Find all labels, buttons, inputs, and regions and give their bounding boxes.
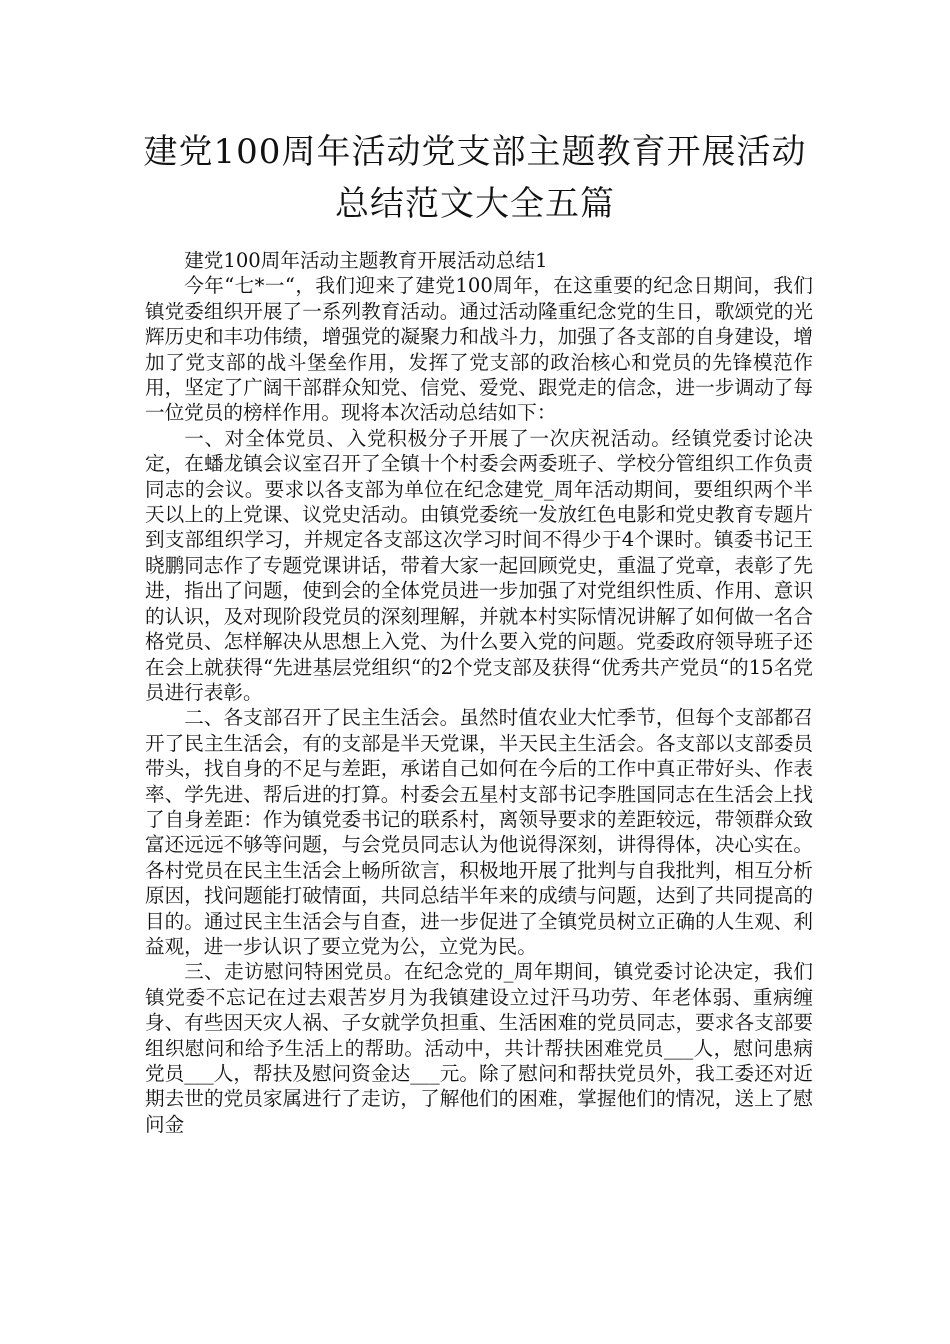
paragraph-section-three: 三、走访慰问特困党员。在纪念党的_周年期间，镇党委讨论决定，我们镇党委不忘记在过去艰苦岁月为我镇建设立过汗马功劳、年老体弱、重病缠身、有些因天灾人祸、子女就学负担重、生活困难的党员同志，要求各支部要组织慰问和给予生活上的帮助。活动中，共计帮扶困难党员___人，慰问患病党员___人，帮扶及慰问资金达___元。除了慰问和帮扶党员外，我工委还对近期去世的党员家属进行了走访，了解他们的困难，掌握他们的情况，送上了慰问金: [145, 960, 813, 1136]
section-heading: 建党100周年活动主题教育开展活动总结1: [184, 249, 548, 272]
paragraph-section-one: 一、对全体党员、入党积极分子开展了一次庆祝活动。经镇党委讨论决定，在蟠龙镇会议室召开了全镇十个村委会两委班子、学校分管组织工作负责同志的会议。要求以各支部为单位在纪念建党_周年活动期间，要组织两个半天以上的上党课、议党史活动。由镇党委统一发放红色电影和党史教育专题片到支部组织学习，并规定各支部这次学习时间不得少于4个课时。镇委书记王晓鹏同志作了专题党课讲话，带着大家一起回顾党史，重温了党章，表彰了先进，指出了问题，使到会的全体党员进一步加强了对党组织性质、作用、意识的认识，及对现阶段党员的深刻理解，并就本村实际情况讲解了如何做一名合格党员、怎样解决从思想上入党、为什么要入党的问题。党委政府领导班子还在会上就获得“先进基层党组织“的2个党支部及获得“优秀共产党员“的15名党员进行表彰。: [145, 426, 813, 704]
paragraph-intro: 今年“七*一“，我们迎来了建党100周年，在这重要的纪念日期间，我们镇党委组织开展了一系列教育活动。通过活动隆重纪念党的生日，歌颂党的光辉历史和丰功伟绩，增强党的凝聚力和战斗力，加强了各支部的自身建设，增加了党支部的战斗堡垒作用，发挥了党支部的政治核心和党员的先锋模范作用，坚定了广阔干部群众知党、信党、爱党、跟党走的信念，进一步调动了每一位党员的榜样作用。现将本次活动总结如下：: [145, 274, 813, 425]
document-body: [145, 248, 813, 1137]
document-title: 建党100周年活动党支部主题教育开展活动总结范文大全五篇: [143, 132, 807, 224]
paragraph-section-two: 二、各支部召开了民主生活会。虽然时值农业大忙季节，但每个支部都召开了民主生活会，有的支部是半天党课，半天民主生活会。各支部以支部委员带头，找自身的不足与差距，承诺自己如何在今后的工作中真正带好头、作表率、学先进、帮后进的打算。村委会五星村支部书记李胜国同志在生活会上找了自身差距：作为镇党委书记的联系村，离领导要求的差距较远，带领群众致富还远远不够等问题，与会党员同志认为他说得深刻，讲得得体，决心实在。各村党员在民主生活会上畅所欲言，积极地开展了批判与自我批判，相互分析原因，找问题能打破情面，共同总结半年来的成绩与问题，达到了共同提高的目的。通过民主生活会与自查，进一步促进了全镇党员树立正确的人生观、利益观，进一步认识了要立党为公，立党为民。: [145, 706, 813, 958]
